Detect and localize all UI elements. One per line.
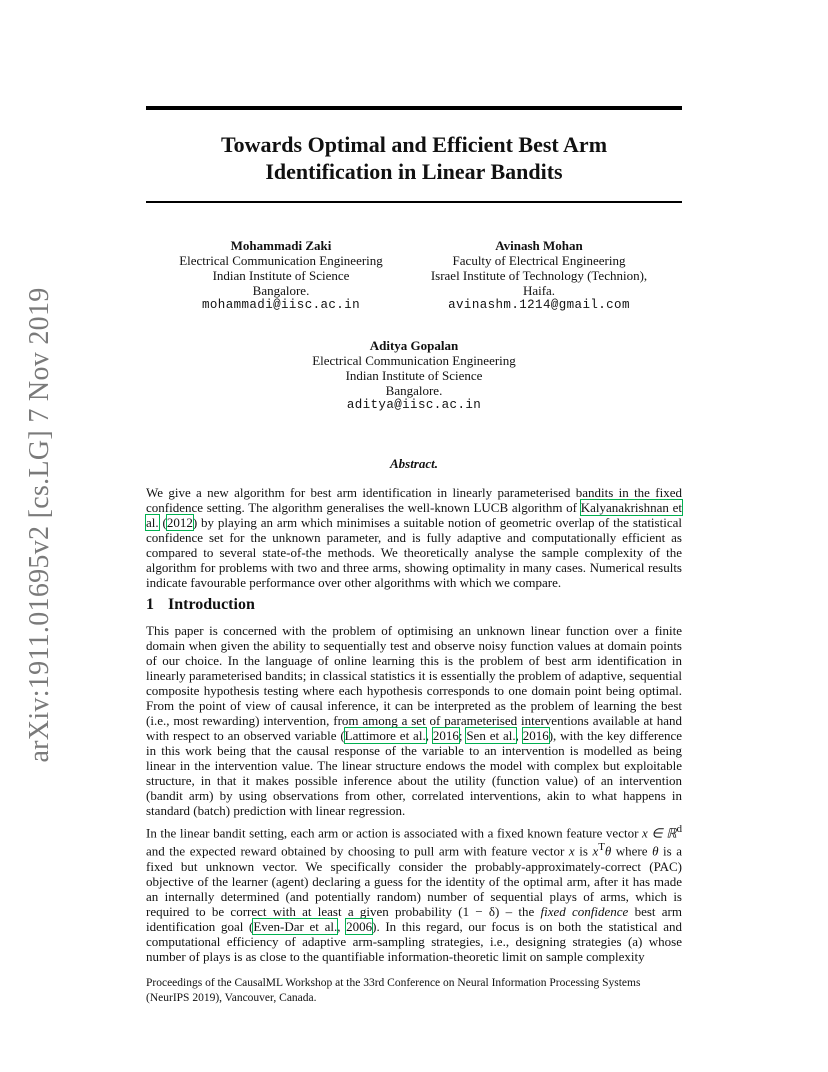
paper-title xyxy=(146,131,682,185)
section-title: Introduction xyxy=(168,596,255,613)
author-block-3 xyxy=(280,338,548,413)
author-affiliation: Electrical Communication Engineering xyxy=(312,353,516,368)
body-text: – the xyxy=(499,903,541,919)
arxiv-sidebar-stamp: arXiv:1911.01695v2 [cs.LG] 7 Nov 2019 xyxy=(24,287,55,763)
math-inline: (1 − δ) xyxy=(458,903,500,919)
citation-link[interactable]: Sen et al. xyxy=(466,728,516,743)
author-email: avinashm.1214@gmail.com xyxy=(448,298,630,312)
citation-link[interactable]: Even-Dar et al. xyxy=(253,918,338,934)
author-institution: Indian Institute of Science xyxy=(345,368,483,383)
title-bottom-rule xyxy=(146,201,682,203)
author-name: Mohammadi Zaki xyxy=(230,238,332,253)
abstract-text-part: ) by playing an arm which minimises a suitable notion of geometric overlap of the statistical confidence set for the unknown parameter, and is fully adaptive and computationally efficient as compared to several state-of-the methods. We theoretically analyse the sample complexity of the algorithm for problems with two and three arms, showing optimality in many cases. Numerical results indicate favourable performance over other algorithms with which we compare. xyxy=(146,515,682,590)
body-text: , xyxy=(515,728,523,743)
body-text: ; xyxy=(458,728,467,743)
body-text: best arm identification goal ( xyxy=(146,903,682,934)
section-heading xyxy=(146,596,255,614)
body-text: ), with the key difference in this work being that the causal response of the variable to an intervention is modelled as being linear in the intervention value. The linear structure endows the model with complex but exploitable structure, in that it makes possible inference about the utility (function value) of an intervention (bandit arm) by using observations from other, correlated interventions, akin to what happens in standard (batch) prediction with linear regression. xyxy=(146,728,682,818)
author-institution: Indian Institute of Science xyxy=(212,268,350,283)
title-top-rule xyxy=(146,106,682,110)
author-email: mohammadi@iisc.ac.in xyxy=(201,298,361,312)
abstract-heading: Abstract. xyxy=(389,456,439,471)
abstract-text-part: ( xyxy=(158,515,167,530)
citation-link[interactable]: Lattimore et al. xyxy=(344,728,426,743)
author-name: Avinash Mohan xyxy=(495,238,583,253)
author-email: aditya@iisc.ac.in xyxy=(346,398,482,412)
math-inline: x ∈ ℝ xyxy=(642,825,677,841)
math-inline: x xyxy=(568,843,575,859)
intro-paragraph-2 xyxy=(146,822,682,964)
section-number: 1 xyxy=(146,596,154,613)
intro-paragraph-1 xyxy=(146,623,682,818)
math-superscript: d xyxy=(676,823,682,835)
citation-year-link[interactable]: 2016 xyxy=(522,728,549,743)
body-text: This paper is concerned with the problem of optimising an unknown linear function over a finite domain when given the ability to sequentially test and observe noisy function values at domain points of our choice. In the language of online learning this is the problem of best arm identification in linearly parameterised bandits; in classical statistics it is essentially the problem of adaptive, sequential composite hypothesis testing where each hypothesis corresponds to one domain point being optimal. From the point of view of causal inference, it can be interpreted as the problem of learning the best (i.e., most rewarding) intervention, from among a set of parameterised interventions available at hand with respect to an observed variable ( xyxy=(146,623,682,743)
author-city: Bangalore. xyxy=(385,383,443,398)
body-text: , xyxy=(425,728,433,743)
title-line-2: Identification in Linear Bandits xyxy=(265,159,563,184)
body-text: where xyxy=(611,843,653,859)
abstract-text-part: We give a new algorithm for best arm identification in linearly parameterised bandits in the fixed confidence setting. The algorithm generalises the well-known LUCB algorithm of xyxy=(146,485,682,515)
abstract-text xyxy=(146,485,682,590)
body-text: ). In this regard, our focus is on both the statistical and computational efficiency of adaptive arm-sampling strategies, i.e., designing strategies (a) whose number of plays is as close to the quantifiable information-theoretic limit on sample complexity xyxy=(146,918,682,964)
author-name: Aditya Gopalan xyxy=(369,338,459,353)
math-inline: θ xyxy=(652,843,659,859)
math-superscript: T xyxy=(598,841,605,854)
citation-year-link[interactable]: 2006 xyxy=(346,918,373,934)
author-block-2 xyxy=(410,238,668,313)
body-text: is a fixed but unknown vector. We specifically consider the probably-approximately-correct (PAC) objective of the learner (agent) declaring a guess for the identity of the optimal arm, after it has made an internally determined (and potentially random) number of sequential plays of arms, which is required to be correct with at least a given probability xyxy=(146,843,682,919)
body-text: , xyxy=(337,918,347,934)
body-text: and the expected reward obtained by choosing to pull arm with feature vector xyxy=(146,843,569,859)
body-text: is xyxy=(574,843,593,859)
emphasis-text: fixed confidence xyxy=(540,903,629,919)
body-text: In the linear bandit setting, each arm or action is associated with a fixed known feature vector xyxy=(146,825,642,841)
author-city: Haifa. xyxy=(522,283,556,298)
citation-link[interactable]: Kalyanakrishnan et al. xyxy=(146,500,682,530)
citation-year-link[interactable]: 2016 xyxy=(432,728,459,743)
author-affiliation: Faculty of Electrical Engineering xyxy=(452,253,626,268)
author-affiliation: Electrical Communication Engineering xyxy=(179,253,383,268)
math-inline: θ xyxy=(604,843,612,859)
math-inline: x xyxy=(592,843,599,859)
citation-year-link[interactable]: 2012 xyxy=(166,515,193,530)
author-city: Bangalore. xyxy=(252,283,310,298)
author-block-1 xyxy=(146,238,416,313)
title-line-1: Towards Optimal and Efficient Best Arm xyxy=(220,132,608,157)
author-institution: Israel Institute of Technology (Technion), xyxy=(430,268,648,283)
footnote-venue: Proceedings of the CausalML Workshop at the 33rd Conference on Neural Information Processing Systems (NeurIPS 2019), Vancouver, Canada. xyxy=(146,977,641,1004)
